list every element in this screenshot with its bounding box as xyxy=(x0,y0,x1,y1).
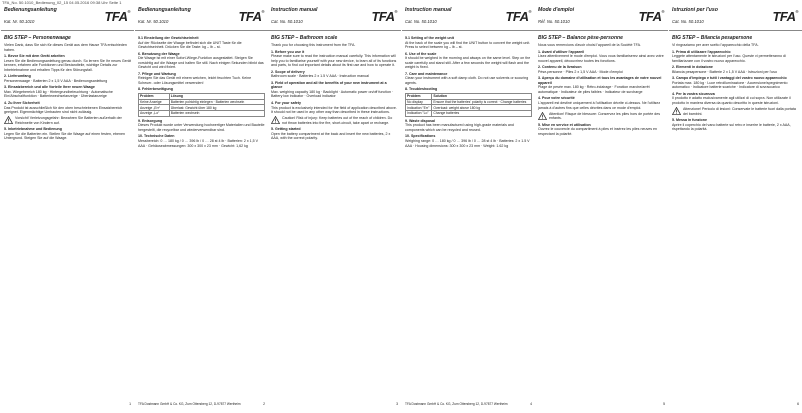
section-text: Max. weighing capacity 180 kg · Backlight · Automatic power on/off function · Battery low indicator · Overload indicator xyxy=(271,89,394,99)
page-header xyxy=(535,6,668,31)
page-body xyxy=(135,31,268,148)
section-heading: 5.1 Einstellung der Gewichtseinheit xyxy=(138,36,199,40)
section-text: Max. Wiegebereich 180 kg · Hintergrundbeleuchtung · Automatische Ein/Abschaltfunktion · Batteriewechselanzeige · Überlastanzeige xyxy=(4,89,113,99)
section-heading: 1. Avant d'utiliser l'appareil xyxy=(538,49,585,54)
section-heading: 2. Scope of delivery xyxy=(271,69,305,74)
page-header xyxy=(402,6,535,31)
section-text: Die Waage ist mit einer Sofort-Wiege-Funktion ausgestattet. Steigen Sie vorsichtig auf die Waage und halten Sie still. Nach einigen Sekunden blinkt das Gewicht und wird fixiert. xyxy=(138,56,264,70)
section-text: Messbereich: 0 … 180 kg / 0 … 396 lb / 0 … 28 st 4 lb · Batterien: 2 x 1,5 V AAA · Gehäuseabmessungen: 300 x 300 x 23 mm · Gewicht: 1,62 kg xyxy=(138,138,259,148)
table-row xyxy=(406,111,532,117)
section-text: Reinigen Sie das Gerät mit einem weichen, leicht feuchten Tuch. Keine Scheuer- oder Lösungsmittel verwenden! xyxy=(138,76,252,85)
table-row xyxy=(139,111,265,117)
section-text: This product is exclusively intended for the field of application described above. It should not be used in any other way than described in these instructions. xyxy=(271,105,397,115)
section-list-2 xyxy=(4,127,131,141)
section-text: This product has been manufactured using high-grade materials and components which can be recycled and reused. xyxy=(405,123,514,132)
section-heading: 2. Contenu de la livraison xyxy=(538,65,582,70)
manual-page-2 xyxy=(135,6,268,406)
warning-text: Attenzione! Pericolo di lesioni: Conservate le batterie fuori dalla portata dei bambini. xyxy=(683,107,796,116)
section-text: Leggete attentamente le istruzioni per l'uso. Queste vi permetteranno di familiarizzare con il vostro nuovo apparecchio. xyxy=(672,54,786,63)
section-heading: 4. Pour votre sécurité xyxy=(538,96,575,101)
tfa-logo: TFA® xyxy=(238,9,264,24)
warning-note xyxy=(271,116,398,125)
section-list-2 xyxy=(405,119,532,148)
section-text: Bathroom scale · Batteries 2 x 1.5 V AAA · Instruction manual xyxy=(271,74,369,79)
section-text: Bilancia pesapersone · Batterie 2 x 1,5 V AAA · Istruzioni per l'uso xyxy=(672,69,777,74)
troubleshooting-table xyxy=(138,93,265,117)
section-heading: 7. Pflege und Wartung xyxy=(138,71,176,76)
table-cell: Batterien polrichtig einlegen · Batterien wechseln xyxy=(169,99,264,105)
section-list-2 xyxy=(672,118,799,132)
section-heading: 3. Einsatzbereich und alle Vorteile Ihrer neuen Waage xyxy=(4,85,95,90)
page-number: 3 xyxy=(396,402,398,406)
section-heading: 8. Troubleshooting xyxy=(405,87,438,92)
table-cell: Ensure that the batteries' polarity is correct · Change batteries xyxy=(432,99,532,105)
tfa-logo: TFA® xyxy=(104,9,130,24)
section-text: Clean your instrument with a soft damp cloth. Do not use solvents or scouring agents. xyxy=(405,76,529,85)
section-heading: 3. Field of operation and all the benefits of your new instrument at a glance xyxy=(271,80,387,90)
section-heading: 4. Zu Ihrer Sicherheit xyxy=(4,101,40,106)
table-cell: Überlast: Gewicht über 180 kg xyxy=(169,105,264,111)
section-text: Auf der Rückseite der Waage befindet sich die UNIT Taste für die Gewichtseinheit. Drücken Sie die Taste: kg – lb – st. xyxy=(138,40,242,50)
catalog-number: Cat. No. 50.1010 xyxy=(405,19,437,24)
page-body xyxy=(669,31,802,132)
section-list xyxy=(271,50,398,115)
page-title: Instruction manual xyxy=(405,7,452,13)
page-body xyxy=(535,31,668,136)
catalog-number: Cat. No. 50.1010 xyxy=(672,19,704,24)
section-heading: 4. For your safety xyxy=(271,101,301,106)
manual-page-5 xyxy=(535,6,668,406)
section-heading: 1. Before you use it xyxy=(271,49,305,54)
product-heading: BIG STEP – Bathroom scale xyxy=(271,35,338,41)
section-heading: 9. Entsorgung xyxy=(138,118,163,123)
warning-triangle-icon xyxy=(4,116,13,124)
section-list xyxy=(672,50,799,106)
section-text: Personenwaage · Batterien 2 x 1,5 V AAA · Bedienungsanleitung xyxy=(4,78,108,83)
section-text: Lesen Sie die Bedienungsanleitung genau durch. So lernen Sie Ihr neues Gerät kennen, erfahren alle Funktionen und Bestandteile, wichtige Details zur Inbetriebnahme und erhalten Tipps für den Störungsfall. xyxy=(4,58,131,72)
product-heading: BIG STEP – Personenwaage xyxy=(4,35,71,41)
section-text: Das Produkt ist ausschließlich für den oben beschriebenen Einsatzbereich geeignet. Eigenmächtige Umbauten sind nicht zulässig. xyxy=(4,105,123,115)
table-cell: No display xyxy=(406,99,432,105)
section-text: It should be weighed in the morning and always on the same level. Step on the scale carefully and stand still. After a few seconds the weight will flash and the weight is fixed. xyxy=(405,56,531,70)
page-body xyxy=(1,31,134,141)
section-heading: 3. Campo d'impiego e tutti i vantaggi del vostro nuovo apparecchio xyxy=(672,76,787,81)
section-heading: 1. Prima di utilizzare l'apparecchio xyxy=(672,49,731,54)
catalog-number: Réf. No. 50.1010 xyxy=(538,19,570,24)
section-text: At the back of the scale you will find the UNIT button to convert the weight unit. Press to select between kg – lb – st. xyxy=(405,40,531,50)
section-heading: 1. Bevor Sie mit dem Gerät arbeiten xyxy=(4,54,65,59)
section-text: Portata max. 180 kg · Luce retroilluminazione · Accensione/spegnimento automatico · Indicatore batterie scariche · Indicatore di sovraccarico xyxy=(672,80,788,90)
section-text: Aprire il coperchio del vano batterie sul retro e inserire le batterie, 2 x AAA, rispettando la polarità. xyxy=(672,122,791,132)
manual-page-6 xyxy=(669,6,802,406)
page-header xyxy=(1,6,134,31)
manual-page-4 xyxy=(402,6,535,406)
table-cell: Overload: weight above 180 kg xyxy=(432,105,532,111)
product-heading: BIG STEP – Balance pèse-personne xyxy=(538,35,623,41)
section-heading: 4. Per la vostra sicurezza xyxy=(672,91,715,96)
manual-page-1 xyxy=(1,6,134,406)
table-cell: Keine Anzeige xyxy=(139,99,170,105)
table-cell: Batterien wechseln xyxy=(169,111,264,117)
footer-address: TFA Dostmann GmbH & Co. KG, Zum Ottersberg 12, D-97877 Wertheim xyxy=(138,402,241,406)
page-body xyxy=(402,31,535,148)
section-heading: 2. Lieferumfang xyxy=(4,74,31,79)
page-title: Bedienungsanleitung xyxy=(4,7,57,13)
table-cell: Indication "Err" xyxy=(406,105,432,111)
warning-text: Caution! Risk of injury: Keep batteries out of the reach of children. Do not throw batteries into the fire, short-circuit, take apart or recharge. xyxy=(282,116,393,125)
warning-text: Attention! Risque de blessure: Conservez les piles hors de portée des enfants. xyxy=(549,111,661,121)
tfa-logo: TFA® xyxy=(772,9,798,24)
section-heading: 5. Messa in funzione xyxy=(672,118,707,123)
troubleshooting-table xyxy=(405,93,532,117)
section-text: Pèse-personne · Piles 2 x 1,5 V AAA · Mode d'emploi xyxy=(538,69,623,74)
page-number: 5 xyxy=(663,402,665,406)
page-number: 4 xyxy=(530,402,532,406)
page-header xyxy=(268,6,401,31)
table-cell: Anzeige „Err“ xyxy=(139,105,170,111)
warning-triangle-icon xyxy=(271,116,280,124)
table-cell: Change batteries xyxy=(432,111,532,117)
intro-text: Nous vous remercions d'avoir choisi l'appareil de la Société TFA. xyxy=(538,43,641,47)
table-cell: Anzeige „Lo“ xyxy=(139,111,170,117)
section-text: Lisez attentivement le mode d'emploi. Vous vous familiariserez ainsi avec votre nouvel appareil, découvrirez toutes les fonctions. xyxy=(538,54,664,63)
section-heading: 8. Fehlerbeseitigung xyxy=(138,87,173,92)
page-body xyxy=(268,31,401,141)
section-heading: 5. Inbetriebnahme und Bedienung xyxy=(4,127,62,132)
section-list-2 xyxy=(138,119,265,148)
section-heading: 10. Specifications xyxy=(405,134,436,139)
page-title: Bedienungsanleitung xyxy=(138,7,191,13)
product-heading: BIG STEP – Bilancia pesapersone xyxy=(672,35,753,41)
section-list-2 xyxy=(538,123,665,137)
page-number: 6 xyxy=(797,402,799,406)
table-header-cell: Lösung xyxy=(169,94,264,100)
warning-note xyxy=(672,107,799,116)
warning-text: Vorsicht! Verletzungsgefahr: Bewahren Sie Batterien außerhalb der Reichweite von Kindern auf. xyxy=(15,116,122,125)
table-cell: Indication "Lo" xyxy=(406,111,432,117)
page-header xyxy=(135,6,268,31)
section-text: Weighing range: 0 … 180 kg / 0 … 396 lb / 0 … 28 st 4 lb · Batteries: 2 x 1.5 V AAA · Housing dimensions: 300 x 300 x 23 mm · Weight: 1.62 kg xyxy=(405,138,530,148)
section-text: Plage de pesée max. 180 kg · Rétro-éclairage · Fonction marche/arrêt automatique · Indicateur de piles faibles · Indicateur de surcharge xyxy=(538,85,650,94)
manual-page-3 xyxy=(268,6,401,406)
section-heading: 2. Elementi in dotazione xyxy=(672,65,713,70)
section-text: Dieses Produkt wurde unter Verwendung hochwertiger Materialien und Bauteile hergestellt, die recycelbar und wiederverwendbar sind. xyxy=(138,123,265,132)
section-heading: 7. Care and maintenance xyxy=(405,71,448,76)
section-list xyxy=(538,50,665,111)
page-number: 1 xyxy=(129,402,131,406)
footer-address: TFA Dostmann GmbH & Co. KG, Zum Ottersberg 12, D-97877 Wertheim xyxy=(405,402,508,406)
section-text: Il prodotto è adatto esclusivamente agli utilizzi di cui sopra. Non utilizzate il prodotto in maniera diversa da quanto descritto in queste istruzioni. xyxy=(672,96,791,106)
table-header-cell: Solution xyxy=(432,94,532,100)
page-number: 2 xyxy=(263,402,265,406)
section-list xyxy=(4,54,131,115)
section-list-2 xyxy=(271,127,398,141)
tfa-logo: TFA® xyxy=(638,9,664,24)
table-header-cell: Problem xyxy=(139,94,170,100)
page-title: Mode d'emploi xyxy=(538,7,575,13)
catalog-number: Kat. Nr. 50.1010 xyxy=(4,19,35,24)
tfa-logo: TFA® xyxy=(505,9,531,24)
page-title: Instruction manual xyxy=(271,7,318,13)
table-header-cell: Problem xyxy=(406,94,432,100)
section-list xyxy=(405,36,532,92)
warning-triangle-icon xyxy=(538,112,547,120)
print-info-line: TFA_No. 50.1010_Bedienung_02_15 04.05.2016 09:38 Uhr Seite 1 xyxy=(2,0,122,5)
catalog-number: Kat. Nr. 50.1010 xyxy=(138,19,169,24)
section-heading: 9. Waste disposal xyxy=(405,118,436,123)
section-text: L'appareil est destiné uniquement à l'utilisation décrite ci-dessus. Ne l'utilisez jamais à d'autres fins que celles décrites dans ce mode d'emploi. xyxy=(538,101,661,110)
tfa-logo: TFA® xyxy=(371,9,397,24)
warning-note xyxy=(4,116,131,125)
section-heading: 5. Mise en service et utilisation xyxy=(538,122,591,127)
section-heading: 5. Getting started xyxy=(271,127,301,132)
section-heading: 6. Benutzung der Waage xyxy=(138,51,180,56)
section-text: Ouvrez le couvercle du compartiment à piles et insérez les piles neuves en respectant la polarité. xyxy=(538,127,658,136)
catalog-number: Cat. No. 50.1010 xyxy=(271,19,303,24)
warning-triangle-icon xyxy=(672,107,681,115)
page-header xyxy=(669,6,802,31)
intro-text: Vielen Dank, dass Sie sich für dieses Gerät aus dem Hause TFA entschieden haben. xyxy=(4,43,127,52)
warning-note xyxy=(538,112,665,121)
section-text: Please make sure to read the instruction manual carefully. This information will help you to familiarise yourself with your new device, to learn all of its functions and parts, to find out important details about its first use and how to operate it. xyxy=(271,54,397,68)
page-title: Istruzioni per l'uso xyxy=(672,7,718,13)
section-heading: 10. Technische Daten xyxy=(138,134,175,139)
section-heading: 5.1 Setting of the weight unit xyxy=(405,36,454,40)
intro-text: Vi ringraziamo per aver scelto l'apparecchio della TFA. xyxy=(672,43,759,47)
section-text: Open the battery compartment at the back and insert the new batteries, 2 x AAA, with the correct polarity. xyxy=(271,131,391,141)
section-heading: 6. Use of the scale xyxy=(405,51,437,56)
section-list xyxy=(138,36,265,92)
section-text: Legen Sie die Batterien ein. Stellen Sie die Waage auf einen festen, ebenen Untergrund. Steigen Sie auf die Waage. xyxy=(4,131,125,141)
section-heading: 3. Aperçu du domaine d'utilisation et tous les avantages de votre nouvel appareil xyxy=(538,76,662,85)
intro-text: Thank you for choosing this instrument from the TFA. xyxy=(271,43,356,47)
